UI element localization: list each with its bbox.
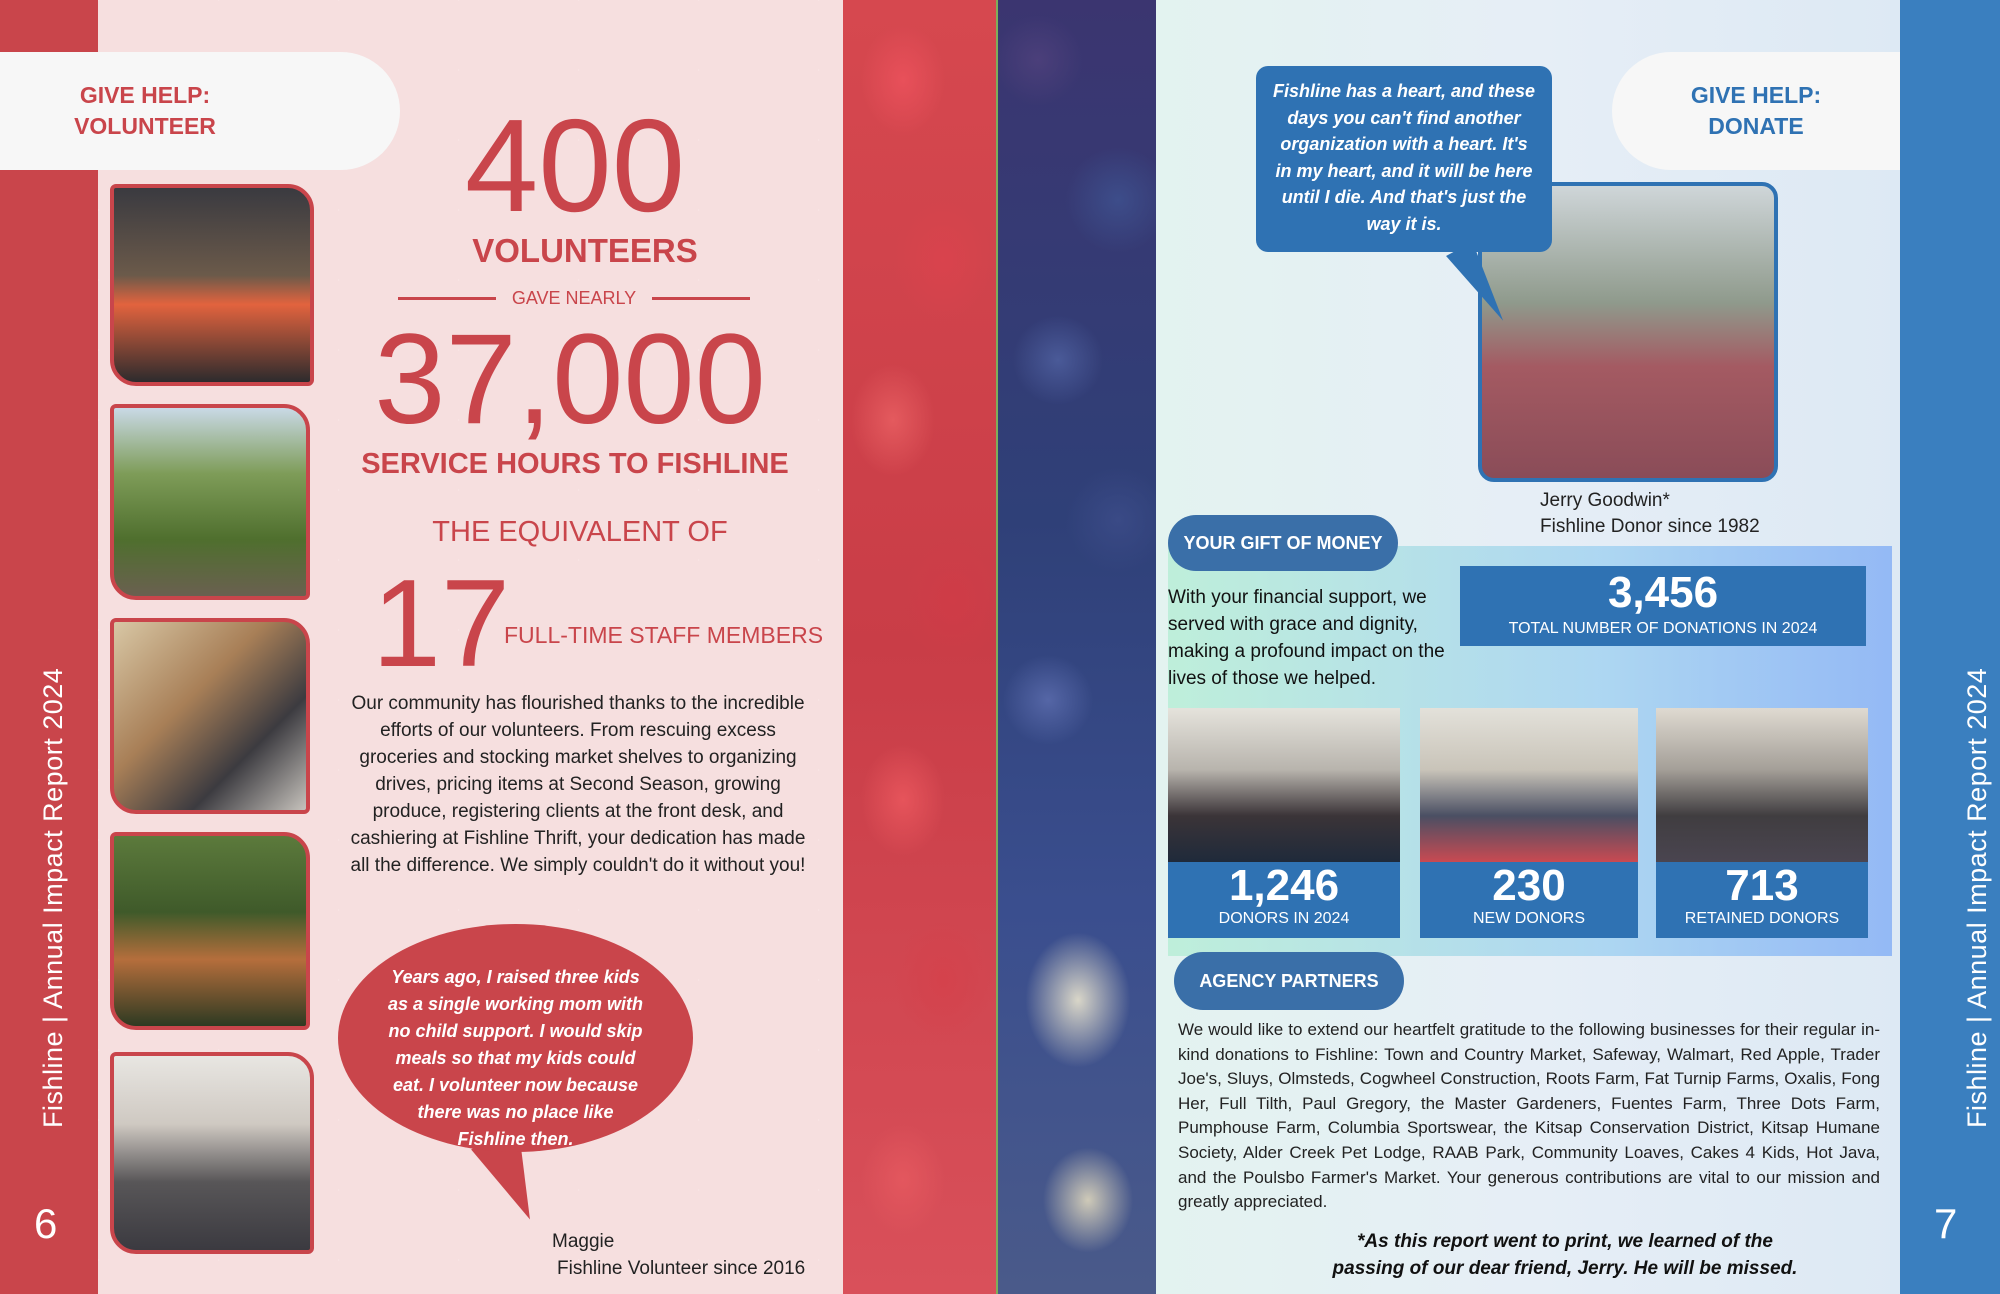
attribution-role: Fishline Volunteer since 2016 <box>557 1258 806 1279</box>
donor-photo <box>1168 708 1400 862</box>
attribution-name: Maggie <box>552 1231 615 1252</box>
blueberries-photo <box>998 0 1156 1294</box>
volunteer-photo-4 <box>110 832 310 1030</box>
donor-quote: Fishline has a heart, and these days you can't find another organization with a heart. It's in my heart, and it will be here until I die. And that's just the way it is. <box>1272 81 1536 234</box>
divider-line <box>652 297 750 300</box>
side-title-right: Fishline | Annual Impact Report 2024 <box>1962 667 1992 1128</box>
donor-stat-label: NEW DONORS <box>1473 910 1585 927</box>
staff-stat: 17 <box>372 555 510 693</box>
agency-partners-heading: AGENCY PARTNERS <box>1174 952 1404 1010</box>
volunteer-photo-5 <box>110 1052 314 1254</box>
volunteers-label: VOLUNTEERS <box>472 232 698 269</box>
gave-nearly-label: GAVE NEARLY <box>511 287 637 308</box>
total-donations-box <box>1460 566 1866 646</box>
hours-stat: 37,000 <box>374 308 766 451</box>
donor-stat-value: 1,246 <box>1228 861 1340 910</box>
volunteer-quote: Years ago, I raised three kids as a single working mom with no child support. I would skip meals so that my kids could eat. I volunteer now because there was no place like Fishline then. <box>387 967 644 1149</box>
tab-line-1: GIVE HELP: <box>79 81 211 108</box>
gave-nearly-row <box>398 286 750 310</box>
volunteer-photo-2 <box>110 404 310 600</box>
volunteer-photo-3 <box>110 618 310 814</box>
gift-of-money-heading: YOUR GIFT OF MONEY <box>1168 515 1398 571</box>
donor-name: Jerry Goodwin* <box>1540 490 1670 511</box>
volunteers-stat: 400 <box>464 92 686 239</box>
donor-caption <box>1540 488 1760 540</box>
gift-text: With your financial support, we served with grace and dignity, making a profound impact on the lives of those we helped. <box>1168 587 1445 689</box>
hours-label: SERVICE HOURS TO FISHLINE <box>361 448 789 480</box>
volunteer-paragraph: Our community has flourished thanks to the incredible efforts of our volunteers. From rescuing excess groceries and stocking market shelves to organizing drives, pricing items at Second Season, growing produce, registering clients at the front desk, and cashiering at Fishline Thrift, your dedication has made all the difference. We simply couldn't do it without you! <box>350 693 806 876</box>
donor-photo <box>1420 708 1638 862</box>
side-title-left: Fishline | Annual Impact Report 2024 <box>38 667 68 1128</box>
donor-stat-card <box>1168 708 1400 938</box>
donor-photo <box>1656 708 1868 862</box>
donor-stat-label: RETAINED DONORS <box>1684 910 1840 927</box>
donor-stat-value: 713 <box>1725 861 1799 910</box>
volunteer-attribution <box>552 1228 805 1282</box>
tab-line-2: DONATE <box>1708 113 1804 139</box>
volunteer-photo-1 <box>110 184 314 386</box>
memorial-footnote: *As this report went to print, we learned of the passing of our dear friend, Jerry. He will be missed. <box>1332 1231 1798 1279</box>
donor-stat-card <box>1656 708 1868 938</box>
give-help-volunteer-tab <box>0 52 400 170</box>
divider-line <box>398 297 496 300</box>
page-number-right: 7 <box>1934 1200 1958 1247</box>
agency-partners-text: We would like to extend our heartfelt gratitude to the following businesses for their regular in-kind donations to Fishline: Town and Country Market, Safeway, Walmart, Red Apple, Trader Joe's, Sluys, Olmsteds, Cogwheel Construction, Roots Farm, Fat Turnip Farms, Oxalis, Fong Her, Full Tilth, Paul Gregory, the Master Gardeners, Fuentes Farm, Three Dots Farm, Pumphouse Farm, Columbia Sportswear, the Kitsap Conservation District, Kitsap Humane Society, Alder Creek Pet Lodge, RAAB Park, Community Loaves, Cakes 4 Kids, Hot Java, and the Poulsbo Farmer's Market. Your generous contributions are vital to our mission and greatly appreciated. <box>1178 1020 1880 1212</box>
give-help-donate-tab <box>1612 52 1900 170</box>
total-donations-value: 3,456 <box>1607 568 1719 617</box>
donor-stat-label: DONORS IN 2024 <box>1218 910 1350 927</box>
donor-stat-value: 230 <box>1492 861 1566 910</box>
tab-line-2: VOLUNTEER <box>74 113 216 139</box>
staff-label: FULL-TIME STAFF MEMBERS <box>504 622 824 648</box>
donor-quote-bubble <box>1256 66 1552 252</box>
equivalent-label: THE EQUIVALENT OF <box>432 516 728 548</box>
strawberries-photo <box>843 0 996 1294</box>
total-donations-label: TOTAL NUMBER OF DONATIONS IN 2024 <box>1508 620 1818 637</box>
tab-line-1: GIVE HELP: <box>1690 81 1822 108</box>
donor-role: Fishline Donor since 1982 <box>1540 516 1760 537</box>
volunteer-quote-bubble <box>338 924 693 1152</box>
donor-stat-card <box>1420 708 1638 938</box>
page-number-left: 6 <box>34 1200 58 1247</box>
